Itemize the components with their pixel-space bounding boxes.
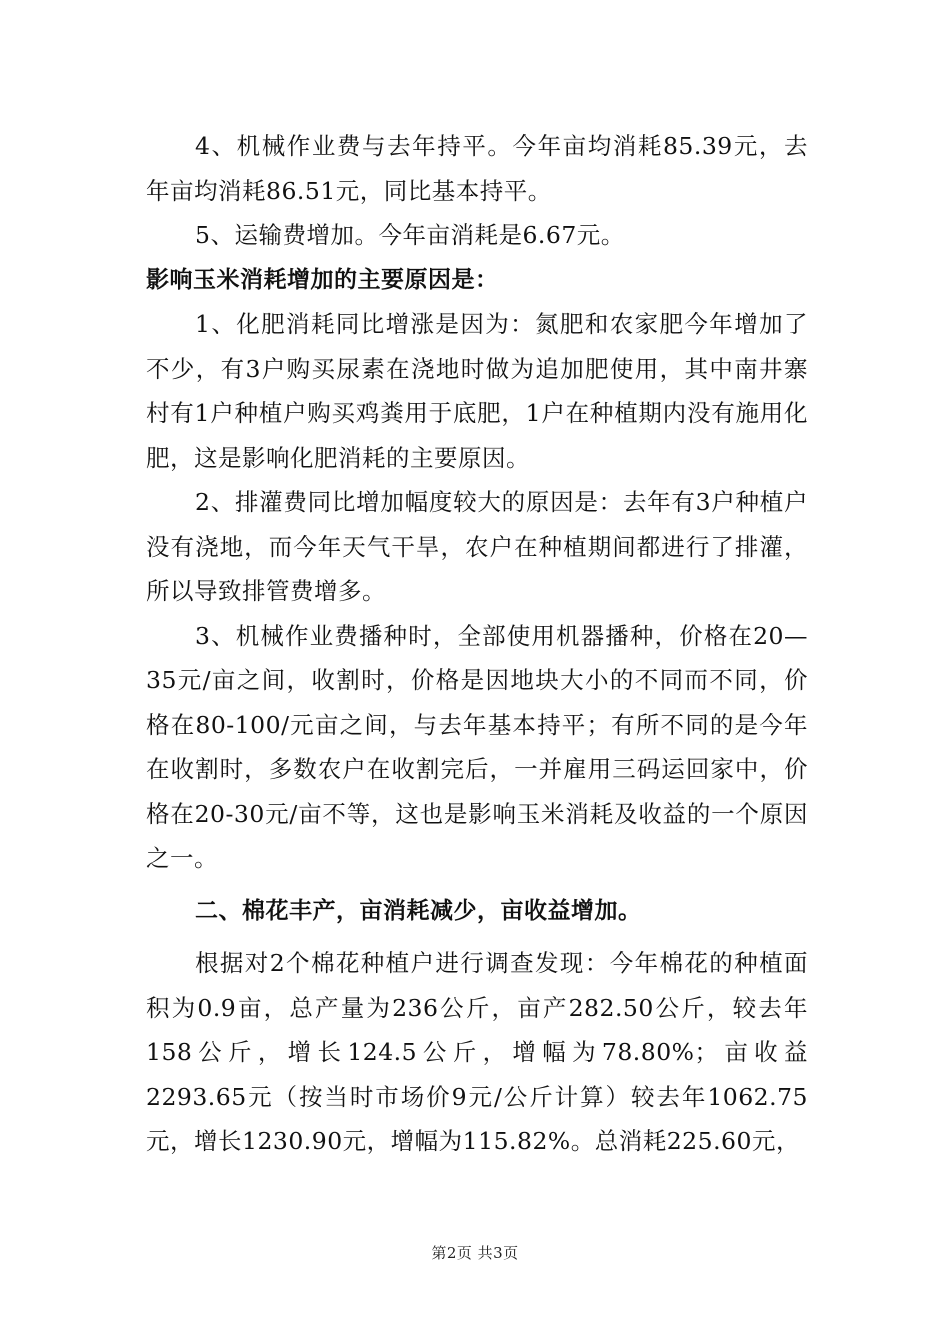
paragraph-machinery-cost: 4、机械作业费与去年持平。今年亩均消耗85.39元，去年亩均消耗86.51元，同比基本持平。 xyxy=(146,132,808,205)
section-heading-cotton: 二、棉花丰产，亩消耗减少，亩收益增加。 xyxy=(195,897,642,924)
paragraph-reason-machinery: 3、机械作业费播种时，全部使用机器播种，价格在20—35元/亩之间，收割时，价格是因地块大小的不同而不同，价格在80-100/元亩之间，与去年基本持平；有所不同的是今年在收割时，多数农户在收割完后，一并雇用三码运回家中，价格在20-30元/亩不等，这也是影响玉米消耗及收益的一个原因之一。 xyxy=(146,621,808,872)
paragraph-reason-irrigation: 2、排灌费同比增加幅度较大的原因是：去年有3户种植户没有浇地，而今年天气干旱，农户在种植期间都进行了排灌，所以导致排管费增多。 xyxy=(146,488,808,605)
paragraph-transport-cost: 5、运输费增加。今年亩消耗是6.67元。 xyxy=(195,221,625,249)
spacer xyxy=(146,933,808,941)
section-heading-corn-reasons: 影响玉米消耗增加的主要原因是： xyxy=(146,266,499,293)
paragraph-cotton-survey: 根据对2个棉花种植户进行调查发现：今年棉花的种植面积为0.9亩，总产量为236公斤，亩产282.50公斤，较去年158公斤，增长124.5公斤，增幅为78.80%；亩收益2293.65元（按当时市场价9元/公斤计算）较去年1062.75元，增长1230.90元，增幅为115.82%。总消耗225.60元， xyxy=(146,949,808,1155)
paragraph-reason-fertilizer: 1、化肥消耗同比增涨是因为：氮肥和农家肥今年增加了不少，有3户购买尿素在浇地时做为追加肥使用，其中南井寨村有1户种植户购买鸡粪用于底肥，1户在种植期内没有施用化肥，这是影响化肥消耗的主要原因。 xyxy=(146,310,808,472)
page-number-footer: 第2页 共3页 xyxy=(431,1244,519,1262)
spacer xyxy=(146,881,808,889)
page-body xyxy=(146,124,808,1164)
